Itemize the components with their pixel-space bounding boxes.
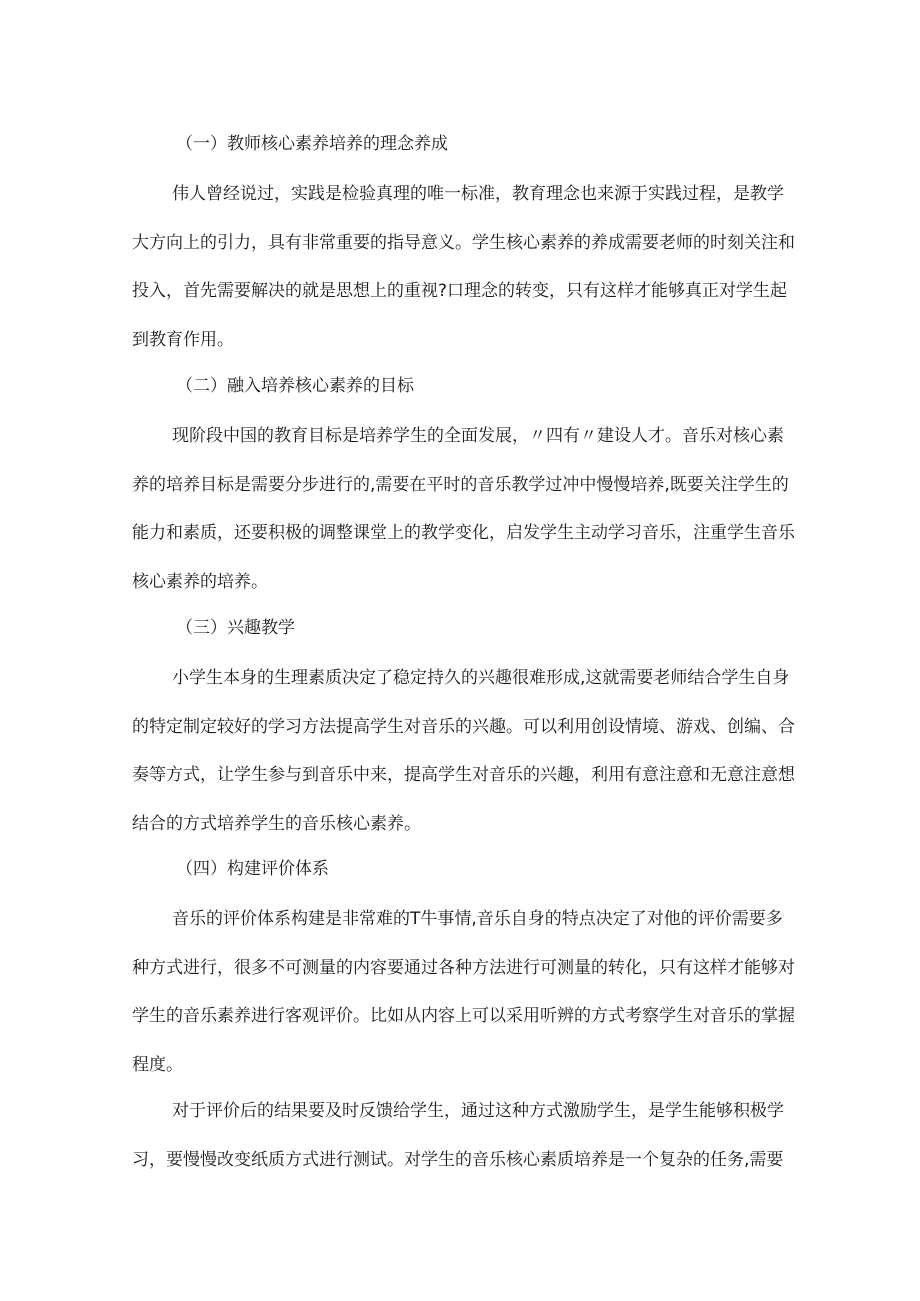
section-paragraph-1 (132, 170, 794, 364)
paragraph-line: 大方向上的引力，具有非常重要的指导意义。学生核心素养的养成需要老师的时刻关注和 (132, 232, 795, 253)
paragraph-line: 能力和素质，还要积极的调整课堂上的教学变化，启发学生主动学习音乐，注重学生音乐 (132, 523, 795, 543)
paragraph-line: 对于评价后的结果要及时反馈给学生，通过这种方式激励学生，是学生能够积极学 (172, 1101, 784, 1121)
paragraph-line: 核心素养的培养。 (132, 571, 268, 592)
section-heading-2: （二）融入培养核心素养的目标 (176, 376, 414, 396)
paragraph-line: 奏等方式，让学生参与到音乐中来，提高学生对音乐的兴趣，利用有意注意和无意注意想 (132, 765, 795, 785)
paragraph-line: 程度。 (132, 1054, 183, 1075)
section-heading-1: （一）教师核心素养培养的理念养成 (176, 134, 448, 154)
section-paragraph-2 (132, 412, 794, 606)
section-paragraph-3 (132, 654, 794, 848)
paragraph-line: 投入，首先需要解决的就是思想上的重视?口理念的转变，只有这样才能够真正对学生起 (132, 281, 788, 301)
paragraph-line: 伟人曾经说过，实践是检验真理的唯一标准，教育理念也来源于实践过程，是教学 (172, 184, 784, 204)
paragraph-line: 种方式进行，很多不可测量的内容要通过各种方法进行可测量的转化，只有这样才能够对 (132, 957, 795, 978)
paragraph-line: 小学生本身的生理素质决定了稳定持久的兴趣很难形成,这就需要老师结合学生自身 (172, 668, 790, 688)
paragraph-line: 养的培养目标是需要分步进行的,需要在平时的音乐教学过冲中慢慢培养,既要关注学生的 (132, 474, 789, 495)
paragraph-line: 习，要慢慢改变纸质方式进行测试。对学生的音乐核心素质培养是一个复杂的任务,需要 (132, 1149, 784, 1170)
paragraph-line: 到教育作用。 (132, 329, 234, 350)
paragraph-line: 的特定制定较好的学习方法提高学生对音乐的兴趣。可以利用创设情境、游戏、创编、合 (132, 716, 795, 737)
closing-paragraph (132, 1087, 794, 1184)
section-paragraph-4 (132, 895, 794, 1089)
section-heading-4: （四）构建评价体系 (176, 859, 329, 879)
paragraph-line: 结合的方式培养学生的音乐核心素养。 (132, 813, 421, 834)
paragraph-line: 现阶段中国的教育目标是培养学生的全面发展，〃四有〃建设人才。音乐对核心素 (172, 426, 784, 446)
paragraph-line: 学生的音乐素养进行客观评价。比如从内容上可以采用听辨的方式考察学生对音乐的掌握 (132, 1006, 795, 1026)
paragraph-line: 音乐的评价体系构建是非常难的T牛事情,音乐自身的特点决定了对他的评价需要多 (172, 909, 783, 929)
section-heading-3: （三）兴趣教学 (176, 618, 295, 638)
